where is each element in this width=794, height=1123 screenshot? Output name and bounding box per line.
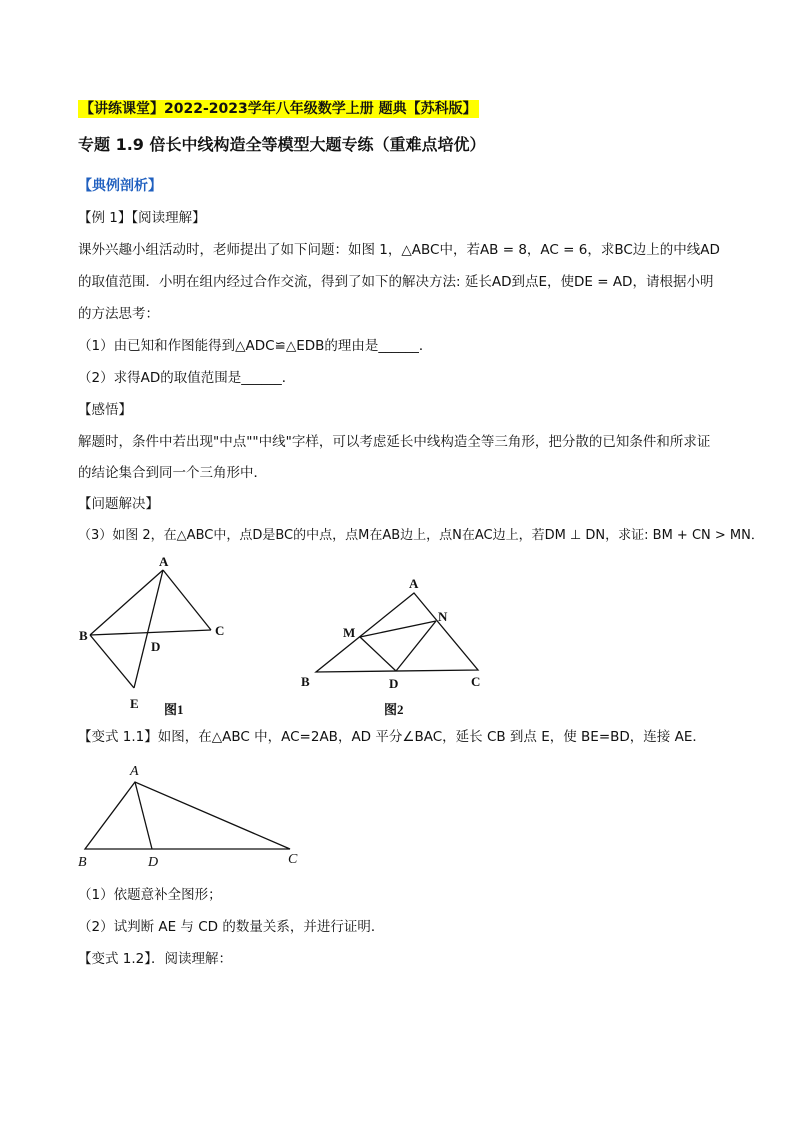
example1-question1: （1）由已知和作图能得到△ADC≌△EDB的理由是______． — [78, 338, 433, 354]
example1-paragraph-line1: 课外兴趣小组活动时，老师提出了如下问题：如图 1，△ABC中，若AB = 8，AC = 6，求BC边上的中线AD — [78, 242, 720, 258]
fig1-segment-be — [90, 635, 134, 688]
example1-paragraph-line2: 的取值范围．小明在组内经过合作交流，得到了如下的解决方法: 延长AD到点E，使DE = AD，请根据小明 — [78, 274, 714, 290]
page-title: 专题 1.9 倍长中线构造全等模型大题专练（重难点培优） — [78, 135, 486, 154]
banner-text: 【讲练课堂】2022-2023学年八年级数学上册 题典【苏科版】 — [80, 101, 477, 117]
figure-1 — [70, 550, 250, 720]
fig1-caption: 图1 — [164, 702, 184, 717]
fig1-segment-ae — [134, 570, 163, 688]
fig2-label-m: M — [343, 625, 356, 640]
variant-1-1-figure — [70, 757, 320, 872]
variant-1-1-text: 【变式 1.1】如图，在△ABC 中，AC=2AB，AD 平分∠BAC，延长 CB 到点 E，使 BE=BD，连接 AE． — [78, 729, 706, 745]
fig1-segment-ab — [90, 570, 163, 635]
fig2-caption: 图2 — [384, 702, 404, 717]
insight-line2: 的结论集合到同一个三角形中． — [78, 465, 267, 481]
fig1-label-d: D — [151, 639, 161, 654]
fig1-label-b: B — [79, 628, 88, 643]
fig2-label-n: N — [438, 609, 448, 624]
fig2-label-a: A — [409, 576, 419, 591]
fig1-label-c: C — [215, 623, 225, 638]
banner — [78, 100, 479, 118]
insight-line1: 解题时，条件中若出现"中点""中线"字样，可以考虑延长中线构造全等三角形，把分散的已知条件和所求证 — [78, 434, 711, 450]
fig2-segment-md — [360, 637, 396, 671]
fig1-segment-ac — [163, 570, 211, 630]
fig1-segment-bc — [90, 630, 211, 635]
example1-heading: 【例 1】【阅读理解】 — [78, 210, 206, 226]
figure-2 — [295, 570, 505, 720]
example1-question2: （2）求得AD的取值范围是______． — [78, 370, 296, 386]
fig1-label-a: A — [159, 554, 169, 569]
insight-heading: 【感悟】 — [78, 402, 132, 418]
v11-triangle-abc — [85, 782, 290, 849]
fig2-label-b: B — [301, 674, 310, 689]
v11-label-d: D — [148, 855, 159, 870]
problem-heading: 【问题解决】 — [78, 496, 159, 512]
fig2-label-c: C — [471, 674, 481, 689]
v11-label-c: C — [288, 852, 298, 867]
v11-label-a: A — [130, 764, 139, 779]
section-heading: 【典例剖析】 — [78, 178, 162, 194]
variant-1-1-question1: （1）依题意补全图形； — [78, 887, 222, 903]
example1-paragraph-line3: 的方法思考： — [78, 306, 159, 322]
example1-question3: （3）如图 2，在△ABC中，点D是BC的中点，点M在AB边上，点N在AC边上，若DM ⊥ DN，求证: BM + CN > MN． — [78, 528, 764, 543]
fig2-triangle-abc — [316, 593, 478, 672]
variant-1-2-text: 【变式 1.2】．阅读理解： — [78, 951, 233, 967]
variant-1-1-question2: （2）试判断 AE 与 CD 的数量关系，并进行证明． — [78, 919, 385, 935]
v11-segment-ad — [135, 782, 152, 849]
fig2-label-d: D — [389, 676, 399, 691]
v11-label-b: B — [78, 855, 87, 870]
fig1-label-e: E — [130, 696, 139, 711]
